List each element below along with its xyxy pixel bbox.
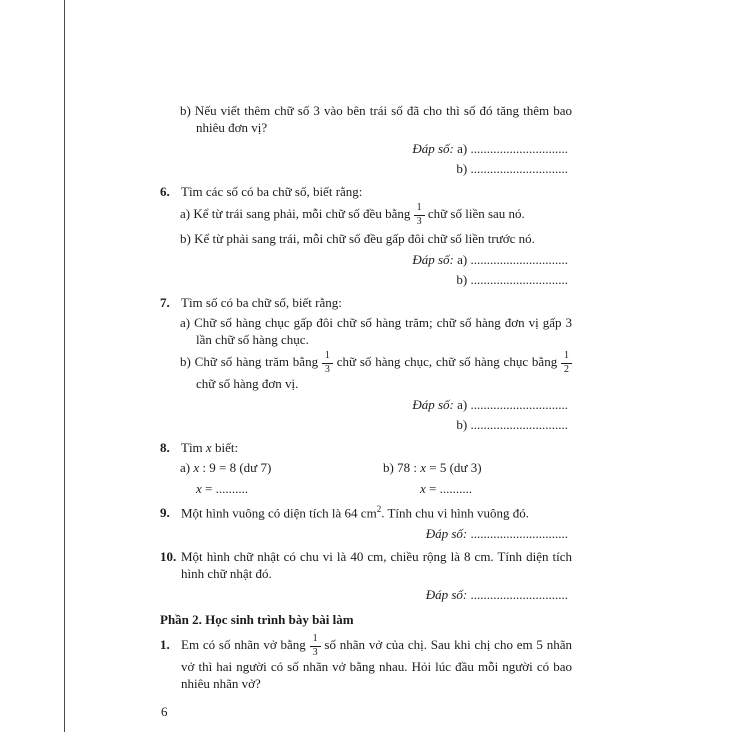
dap-so-line-b [160,415,568,435]
question-8a [180,459,383,476]
variable-x: x [420,460,426,475]
answer-letter-a: a) [457,252,468,267]
question-7b-text-mid: chữ số hàng chục, chữ số hàng chục bằng [332,354,562,369]
dotted-answer-line: .............................. [470,526,568,542]
question-8b [383,459,482,476]
dotted-answer-line: .............................. [470,417,568,432]
equation-b: b) 78 : [383,460,421,475]
equation-a-cont: : 9 = 8 (dư 7) [199,460,272,475]
question-5b-text: b) Nếu viết thêm chữ số 3 vào bên trái số đã cho thì số đó tăng thêm bao nhiêu đơn vị? [180,103,572,135]
dotted-answer-line: = .......... [201,481,249,496]
dotted-answer-line: .............................. [470,252,568,267]
answer-letter-b: b) [456,272,468,287]
dap-so-line-b [160,159,568,179]
question-8-title: Tìm [181,440,206,455]
question-number: 7. [160,295,170,310]
question-9-text: Một hình vuông có diện tích là 64 cm [181,505,377,521]
x-answer-a [180,480,383,497]
variable-x: x [193,460,200,475]
dotted-answer-line: = .......... [425,481,473,496]
dap-so-label: Đáp số: [412,141,454,156]
question-number: 9. [160,505,170,521]
question-7b-text: b) Chữ số hàng trăm bằng [180,354,322,369]
question-8-answer-lines [160,480,572,497]
dap-so-block-6 [160,250,572,290]
fraction-denominator: 3 [310,646,321,659]
dotted-answer-line: .............................. [470,397,568,412]
superscript-2: 2 [376,504,382,514]
fraction-numerator: 1 [312,633,318,645]
x-answer-b [383,480,472,497]
dap-so-line [160,524,568,544]
question-number: 10. [160,549,177,565]
fraction-1-3 [310,634,321,658]
part2-question-1 [160,634,572,692]
part2-question-1-text-cont: số nhãn vở của chị. Sau khi chị cho em 5 nhãn vở thì hai người có số nhãn vở bằng nhau. Hỏi lúc đầu mỗi người có bao nhiêu nhãn vở? [181,637,573,692]
fraction-1-2 [561,351,572,375]
page-content [160,102,572,695]
question-6-title: Tìm các số có ba chữ số, biết rằng: [181,184,363,199]
question-7b-text-cont: chữ số hàng đơn vị. [196,376,299,391]
fraction-numerator: 1 [564,350,570,361]
question-7a [160,314,572,348]
page-number: 6 [161,704,168,719]
dap-so-block-9 [160,524,572,544]
question-number: 8. [160,440,170,455]
question-8-equations [160,459,572,476]
page-edge-line [64,0,65,732]
question-number: 1. [160,637,170,653]
dap-so-label: Đáp số: [412,397,454,412]
answer-letter-a: a) [457,397,468,412]
question-6a [160,203,572,227]
question-number: 6. [160,184,170,199]
dap-so-block-10 [160,585,572,605]
equation-a: a) [180,460,194,475]
fraction-numerator: 1 [324,350,330,361]
fraction-1-3 [414,203,425,227]
dap-so-line-b [160,270,568,290]
dap-so-block-7 [160,395,572,435]
question-6b-text: b) Kể từ phải sang trái, mỗi chữ số đều gấp đôi chữ số liền trước nó. [180,231,535,246]
dotted-answer-line: .............................. [470,587,568,603]
variable-x: x [196,481,202,496]
fraction-denominator: 2 [561,363,572,376]
dap-so-line-a [160,139,568,159]
answer-letter-a: a) [457,141,468,156]
fraction-1-3 [322,351,333,375]
part2-question-1-text: Em có số nhãn vở bằng [181,637,310,653]
dap-so-label: Đáp số: [412,252,454,267]
dap-so-line-a [160,250,568,270]
dap-so-line [160,585,568,605]
dap-so-block-5 [160,139,572,179]
question-6 [160,183,572,200]
dap-so-label: Đáp số: [425,526,468,542]
question-9 [160,501,572,521]
fraction-denominator: 3 [414,215,425,228]
question-8-title-cont: biết: [211,440,239,455]
question-7b [160,351,572,392]
question-7-title: Tìm số có ba chữ số, biết rằng: [181,295,342,310]
question-6b [160,230,572,247]
question-7 [160,294,572,311]
fraction-denominator: 3 [322,363,333,376]
variable-x: x [205,440,212,455]
part-2-heading: Phần 2. Học sinh trình bày bài làm [160,612,354,628]
dotted-answer-line: .............................. [470,141,568,156]
question-8 [160,439,572,456]
question-6a-text-cont: chữ số liền sau nó. [424,206,525,221]
equation-b-cont: = 5 (dư 3) [425,460,482,475]
question-10 [160,548,572,582]
dotted-answer-line: .............................. [470,161,568,176]
dap-so-label: Đáp số: [425,587,468,603]
question-5b [160,102,572,136]
dotted-answer-line: .............................. [470,272,568,287]
dap-so-line-a [160,395,568,415]
answer-letter-b: b) [456,161,468,176]
question-6a-text: a) Kể từ trái sang phải, mỗi chữ số đều bằng [180,206,414,221]
question-7a-text: a) Chữ số hàng chục gấp đôi chữ số hàng trăm; chữ số hàng đơn vị gấp 3 lần chữ số hàng chục. [180,315,572,347]
question-10-text: Một hình chữ nhật có chu vi là 40 cm, chiều rộng là 8 cm. Tính diện tích hình chữ nhật đó. [181,549,572,582]
question-9-text-cont: . Tính chu vi hình vuông đó. [381,505,530,521]
variable-x: x [420,481,426,496]
fraction-numerator: 1 [416,202,422,213]
answer-letter-b: b) [456,417,468,432]
